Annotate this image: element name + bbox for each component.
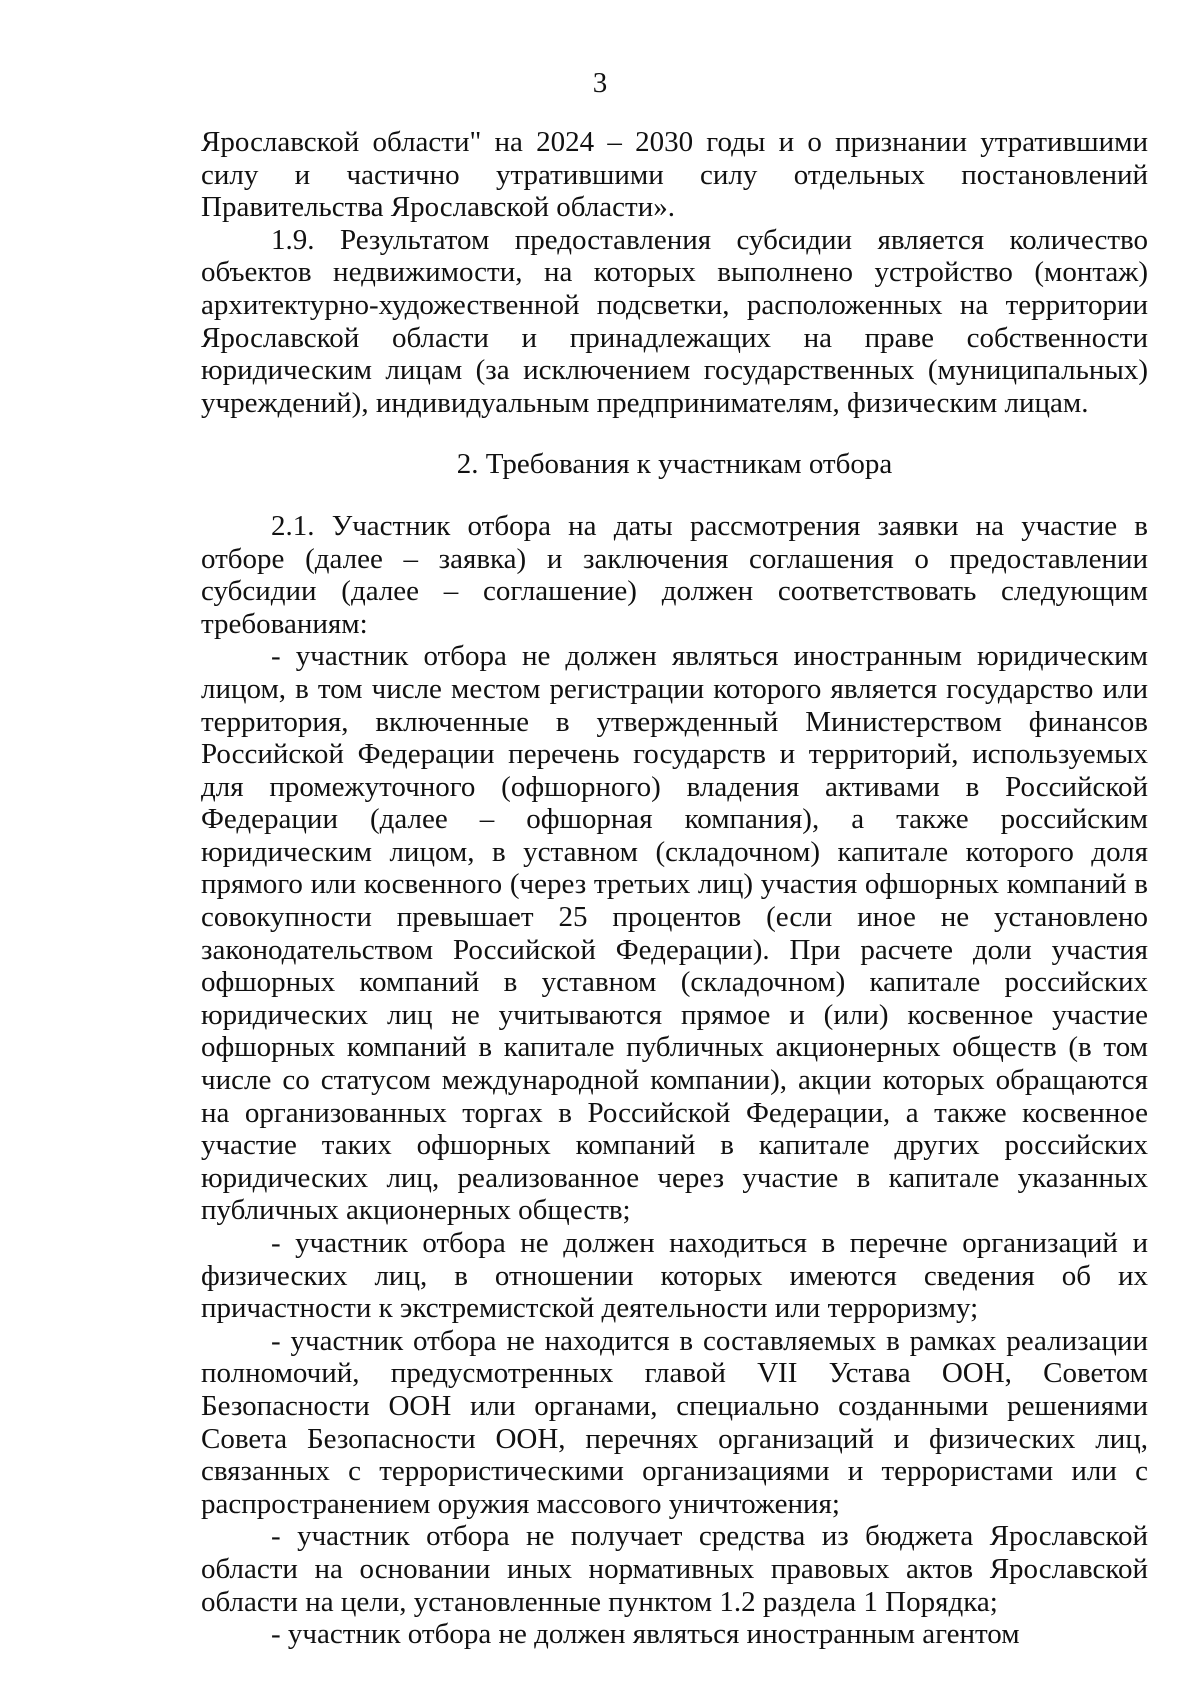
intro-continuation-paragraph: Ярославской области" на 2024 – 2030 годы и о признании утратившими силу и частично утратившими силу отдельных постановлений Правительства Ярославской области». [201,126,1148,224]
paragraph-2-1: 2.1. Участник отбора на даты рассмотрения заявки на участие в отборе (далее – заявка) и заключения соглашения о предоставлении субсидии (далее – соглашение) должен соответствовать следующим требованиям: [201,509,1148,640]
page-number: 3 [592,67,608,99]
requirement-foreign-agent: - участник отбора не должен являться иностранным агентом [271,1618,1020,1651]
document-body [201,126,1148,1651]
requirement-offshore: - участник отбора не должен являться иностранным юридическим лицом, в том числе местом регистрации которого является государство или территория, включенные в утвержденный Министерством финансов Российской Федерации перечень государств и территорий, используемых для промежуточного (офшорного) владения активами в Российской Федерации (далее – офшорная компания), а также российским юридическим лицом, в уставном (складочном) капитале которого доля прямого или косвенного (через третьих лиц) участия офшорных компаний в совокупности превышает 25 процентов (если иное не установлено законодательством Российской Федерации). При расчете доли участия офшорных компаний в уставном (складочном) капитале российских юридических лиц не учитываются прямое и (или) косвенное участие офшорных компаний в капитале публичных акционерных обществ (в том числе со статусом международной компании), акции которых обращаются на организованных торгах в Российской Федерации, а также косвенное участие таких офшорных компаний в капитале других российских юридических лиц, реализованное через участие в капитале указанных публичных акционерных обществ; [201,640,1148,1227]
section-2-heading: 2. Требования к участникам отбора [456,448,893,481]
paragraph-1-9: 1.9. Результатом предоставления субсидии является количество объектов недвижимости, на которых выполнено устройство (монтаж) архитектурно-художественной подсветки, расположенных на территории Ярославской области и принадлежащих на праве собственности юридическим лицам (за исключением государственных (муниципальных) учреждений), индивидуальным предпринимателям, физическим лицам. [201,223,1148,419]
requirement-extremism-list: - участник отбора не должен находиться в перечне организаций и физических лиц, в отношении которых имеются сведения об их причастности к экстремистской деятельности или терроризму; [201,1227,1148,1325]
requirement-un-sanctions-list: - участник отбора не находится в составляемых в рамках реализации полномочий, предусмотренных главой VII Устава ООН, Советом Безопасности ООН или органами, специально созданными решениями Совета Безопасности ООН, перечнях организаций и физических лиц, связанных с террористическими организациями и террористами или с распространением оружия массового уничтожения; [201,1324,1148,1520]
requirement-no-other-budget-funds: - участник отбора не получает средства из бюджета Ярославской области на основании иных нормативных правовых актов Ярославской области на цели, установленные пунктом 1.2 раздела 1 Порядка; [201,1520,1148,1618]
